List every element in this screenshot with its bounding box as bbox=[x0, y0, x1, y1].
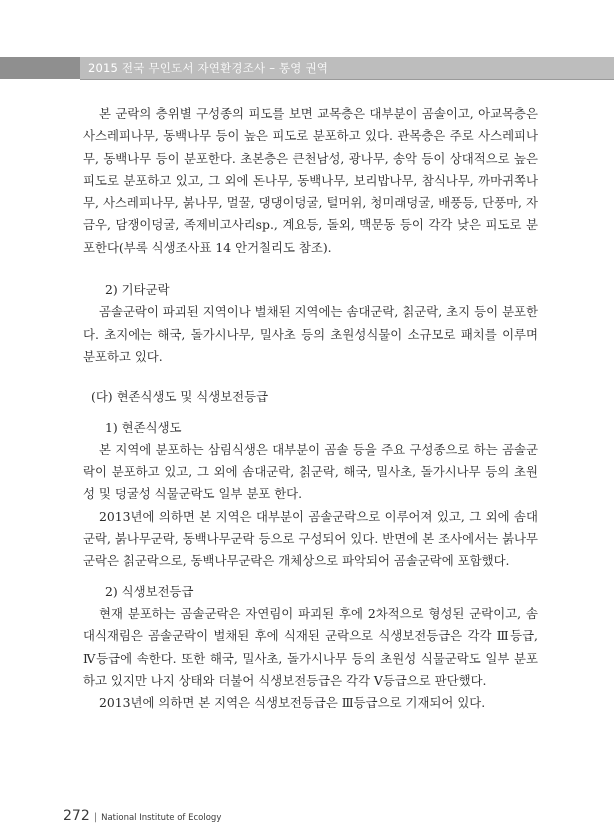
paragraph-pine-community-strata: 본 군락의 층위별 구성종의 피도를 보면 교목층은 대부분이 곰솔이고, 아교목층은 사스레피나무, 동백나무 등이 높은 피도로 분포하고 있다. 관목층은 주로 사스레피나무, 동백나무 등이 분포한다. 초본층은 큰천남성, 광나무, 송악 등이 상대적으로 높은 피도로 분포하고 있고, 그 외에 돈나무, 동백나무, 보리밥나무, 참식나무, 까마귀쪽나무, 사스레피나무, 붉나무, 멀꿀, 댕댕이덩굴, 털머위, 청미래덩굴, 배풍등, 단풍마, 자금우, 담쟁이덩굴, 족제비고사리sp., 계요등, 돌외, 맥문동 등이 각각 낮은 피도로 분포한다(부록 식생조사표 14 안거칠리도 참조). bbox=[83, 106, 538, 255]
paragraph-2013-survey: 2013년에 의하면 본 지역은 대부분이 곰솔군락으로 이루어져 있고, 그 외에 솜대군락, 붉나무군락, 동백나무군락 등으로 구성되어 있다. 반면에 본 조사에서는 붉나무군락은 칡군락으로, 동백나무군락은 개체상으로 파악되어 곰솔군락에 포함했다. bbox=[83, 508, 538, 569]
paragraph-2013-grade: 2013년에 의하면 본 지역은 식생보전등급은 Ⅲ등급으로 기재되어 있다. bbox=[99, 695, 486, 711]
page-body bbox=[83, 103, 538, 714]
paragraph-other-communities: 곰솔군락이 파괴된 지역이나 벌채된 지역에는 솜대군락, 칡군락, 초지 등이 분포한다. 초지에는 해국, 돌가시나무, 밀사초 등의 초원성식물이 소규모로 패치를 이루며 분포하고 있다. bbox=[83, 304, 538, 364]
footer-institution: National Institute of Ecology bbox=[101, 813, 222, 823]
heading-vegetation-map-section: (다) 현존식생도 및 식생보전등급 bbox=[91, 389, 269, 405]
header-band-accent bbox=[0, 57, 80, 79]
paragraph-conservation-grade: 현재 분포하는 곰솔군락은 자연림이 파괴된 후에 2차적으로 형성된 군락이고, 솜대식재림은 곰솔군락이 벌채된 후에 식재된 군락으로 식생보전등급은 각각 Ⅲ등급, Ⅳ등급에 속한다. 또한 해국, 밀사초, 돌가시나무 등의 초원성 식물군락도 일부 분포하고 있지만 나지 상태와 더불어 식생보전등급은 각각 Ⅴ등급으로 판단했다. bbox=[83, 605, 538, 688]
heading-conservation-grade: 2) 식생보전등급 bbox=[105, 583, 194, 599]
heading-vegetation-map: 1) 현존식생도 bbox=[105, 419, 182, 435]
paragraph-vegetation-map: 본 지역에 분포하는 삼림식생은 대부분이 곰솔 등을 주요 구성종으로 하는 곰솔군락이 분포하고 있고, 그 외에 솜대군락, 칡군락, 해국, 밀사초, 돌가시나무 등의 초원성 및 덩굴성 식물군락도 일부 분포 한다. bbox=[83, 441, 538, 502]
page-footer bbox=[63, 806, 221, 824]
running-header-title: 2015 전국 무인도서 자연환경조사 – 통영 권역 bbox=[88, 61, 329, 75]
heading-other-communities: 2) 기타군락 bbox=[105, 282, 170, 298]
footer-separator: | bbox=[93, 812, 98, 823]
page-number: 272 bbox=[63, 808, 90, 824]
header-rule bbox=[80, 79, 614, 80]
